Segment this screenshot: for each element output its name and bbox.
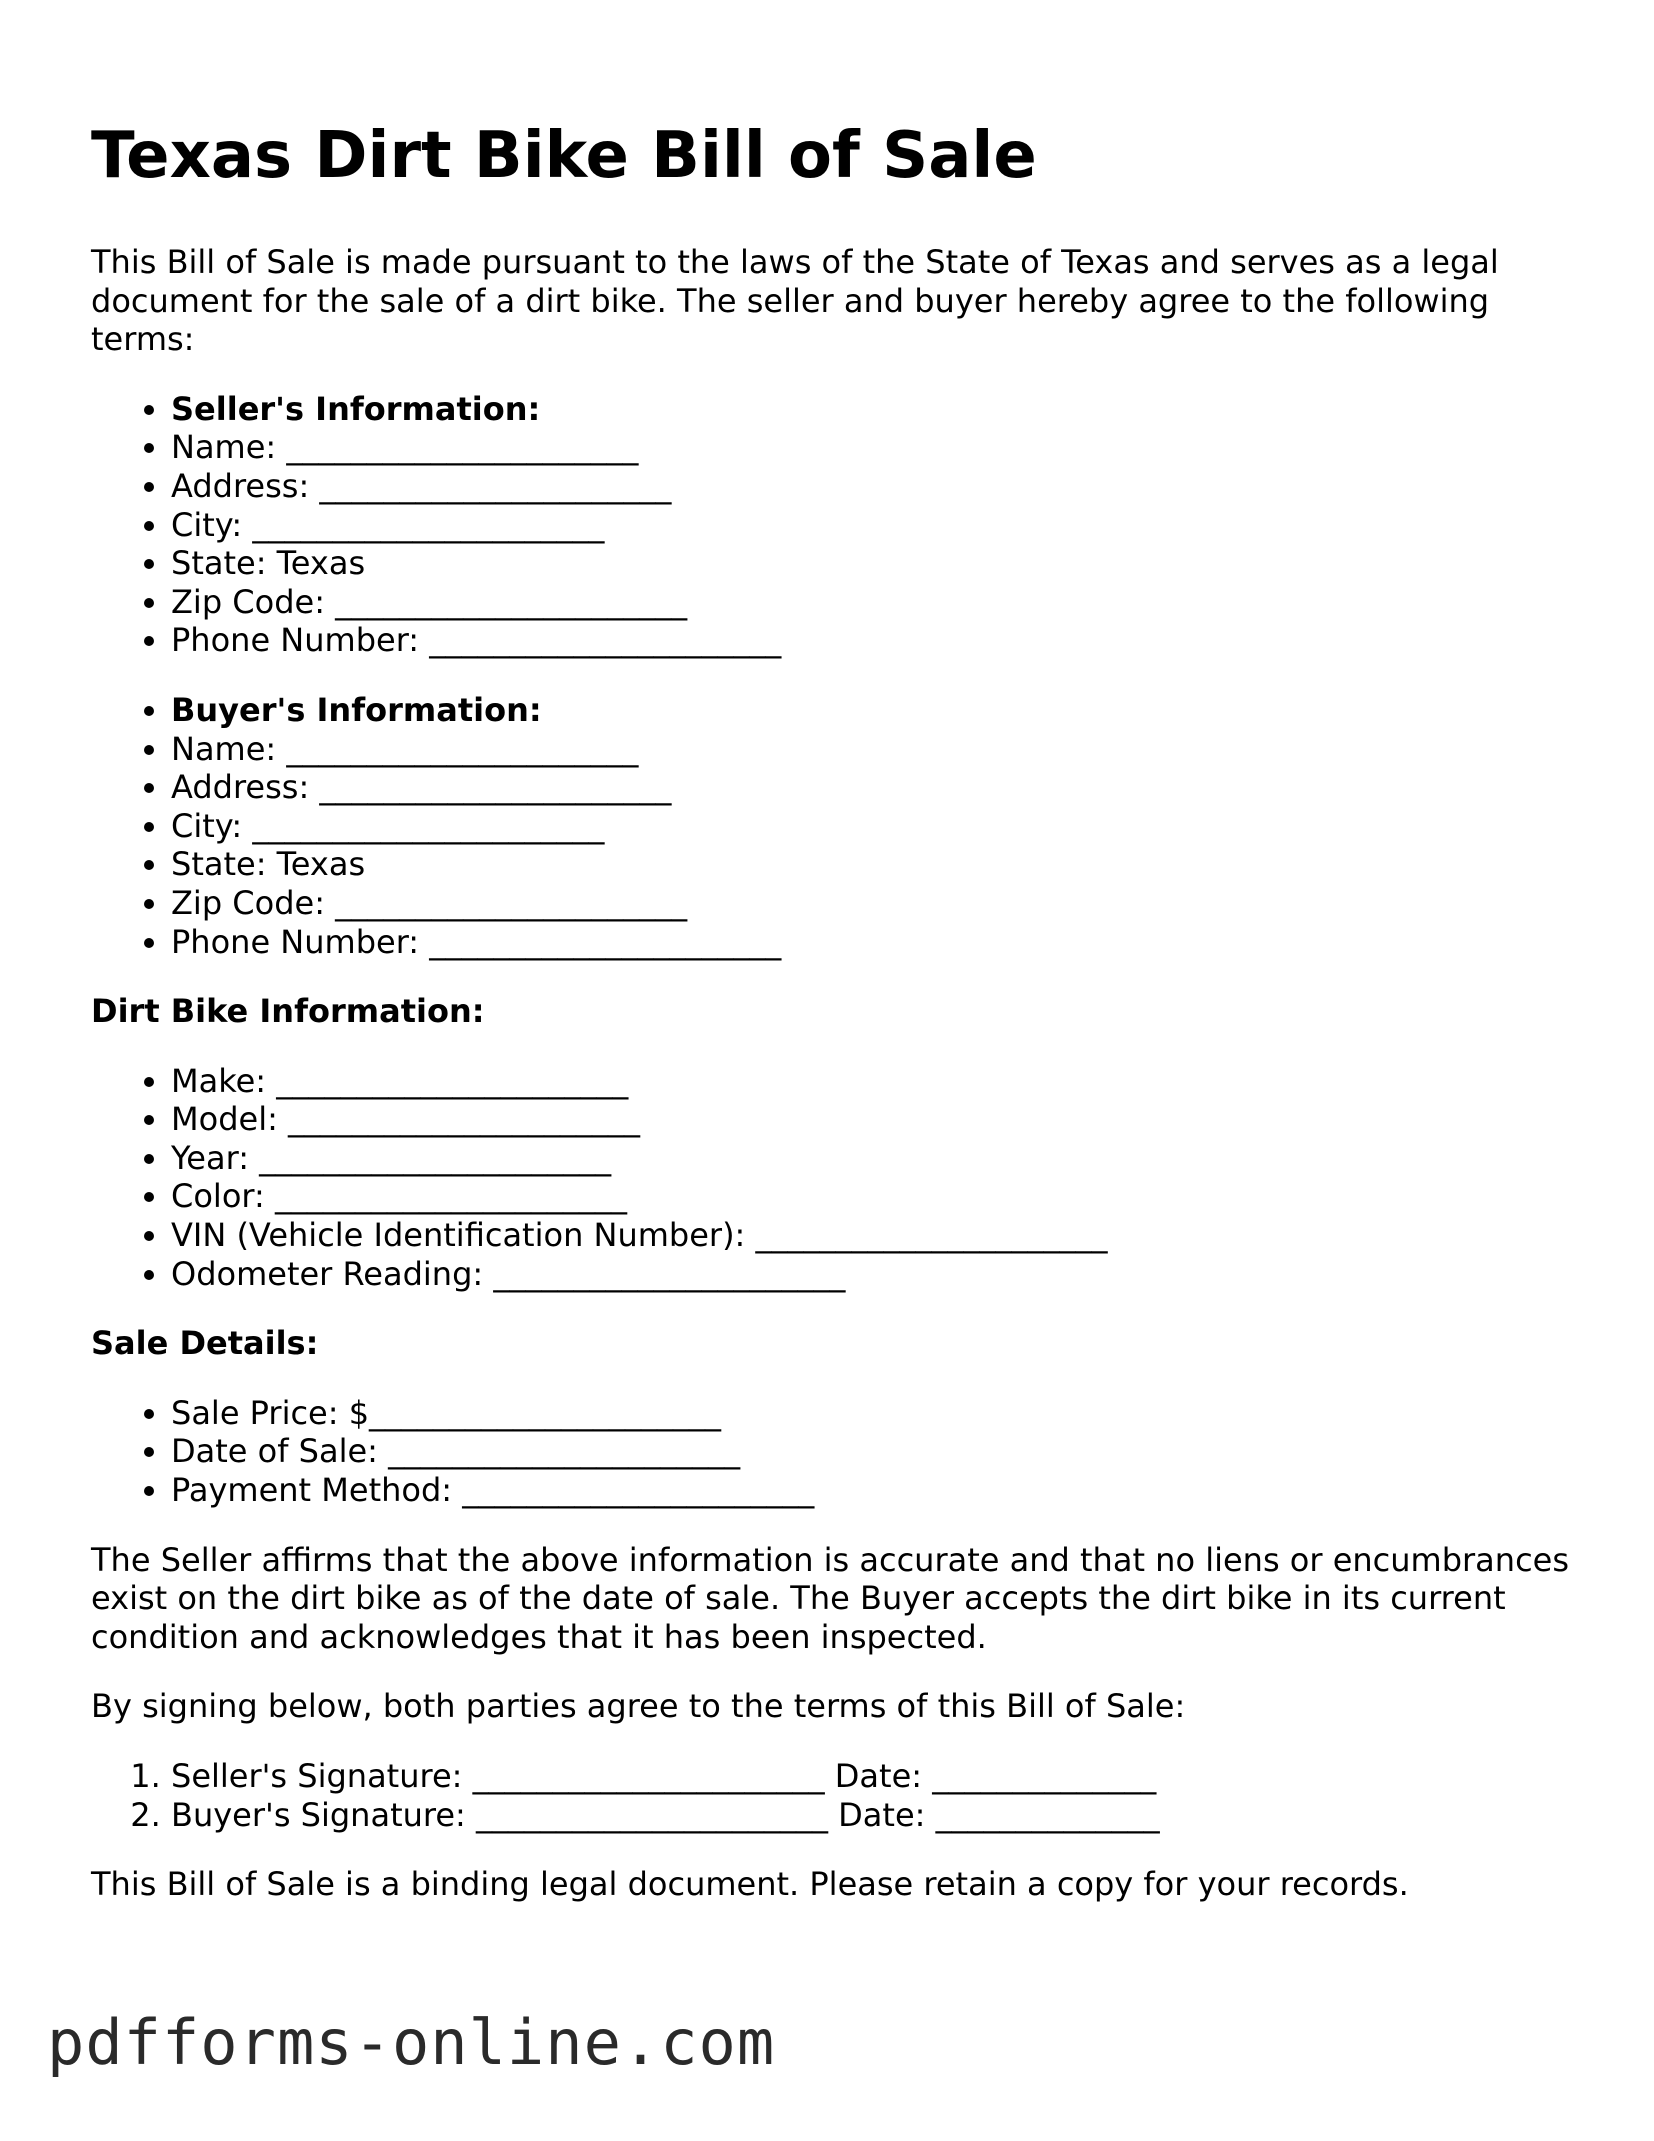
seller-state-field: • State: Texas (171, 544, 1571, 583)
buyer-city-field: • City: ______________________ (171, 807, 1571, 846)
buyer-name-field: • Name: ______________________ (171, 730, 1571, 769)
buyer-phone-field: • Phone Number: ______________________ (171, 923, 1571, 962)
buyer-zip-field: • Zip Code: ______________________ (171, 884, 1571, 923)
seller-city-field: • City: ______________________ (171, 506, 1571, 545)
sale-heading: Sale Details: (91, 1324, 319, 1363)
bike-year-field: • Year: ______________________ (171, 1139, 1571, 1178)
document-title: Texas Dirt Bike Bill of Sale (91, 119, 1037, 193)
seller-signature-line: 1. Seller's Signature: ______________________ Date: ______________ (171, 1757, 1571, 1796)
seller-information-list (91, 390, 1571, 660)
bike-vin-field: • VIN (Vehicle Identification Number): ______________________ (171, 1216, 1571, 1255)
closing-paragraph: This Bill of Sale is a binding legal document. Please retain a copy for your records. (91, 1865, 1409, 1904)
buyer-information-list (91, 691, 1571, 961)
bike-odometer-field: • Odometer Reading: ______________________ (171, 1255, 1571, 1294)
seller-heading: • Seller's Information: (171, 390, 1571, 429)
seller-zip-field: • Zip Code: ______________________ (171, 583, 1571, 622)
signing-intro: By signing below, both parties agree to the terms of this Bill of Sale: (91, 1687, 1186, 1726)
bike-model-field: • Model: ______________________ (171, 1100, 1571, 1139)
buyer-signature-line: 2. Buyer's Signature: ______________________ Date: ______________ (171, 1796, 1571, 1835)
seller-name-field: • Name: ______________________ (171, 428, 1571, 467)
bike-make-field: • Make: ______________________ (171, 1062, 1571, 1101)
watermark-text: pdfforms-online.com (47, 2006, 776, 2079)
seller-phone-field: • Phone Number: ______________________ (171, 621, 1571, 660)
sale-details-list (91, 1394, 1571, 1510)
sale-date-field: • Date of Sale: ______________________ (171, 1432, 1571, 1471)
payment-method-field: • Payment Method: ______________________ (171, 1471, 1571, 1510)
intro-paragraph: This Bill of Sale is made pursuant to the laws of the State of Texas and serves as a legal document for the sale of a dirt bike. The seller and buyer hereby agree to the following terms: (91, 243, 1499, 359)
seller-address-field: • Address: ______________________ (171, 467, 1571, 506)
signature-list (91, 1757, 1571, 1834)
affirmation-paragraph: The Seller affirms that the above information is accurate and that no liens or encumbrances exist on the dirt bike as of the date of sale. The Buyer accepts the dirt bike in its current condition and acknowledges that it has been inspected. (91, 1540, 1570, 1656)
bike-heading: Dirt Bike Information: (91, 992, 485, 1031)
buyer-heading: • Buyer's Information: (171, 691, 1571, 730)
buyer-state-field: • State: Texas (171, 845, 1571, 884)
sale-price-field: • Sale Price: $______________________ (171, 1394, 1571, 1433)
document-page (91, 112, 1571, 1904)
buyer-address-field: • Address: ______________________ (171, 768, 1571, 807)
bike-information-list (91, 1062, 1571, 1294)
bike-color-field: • Color: ______________________ (171, 1177, 1571, 1216)
